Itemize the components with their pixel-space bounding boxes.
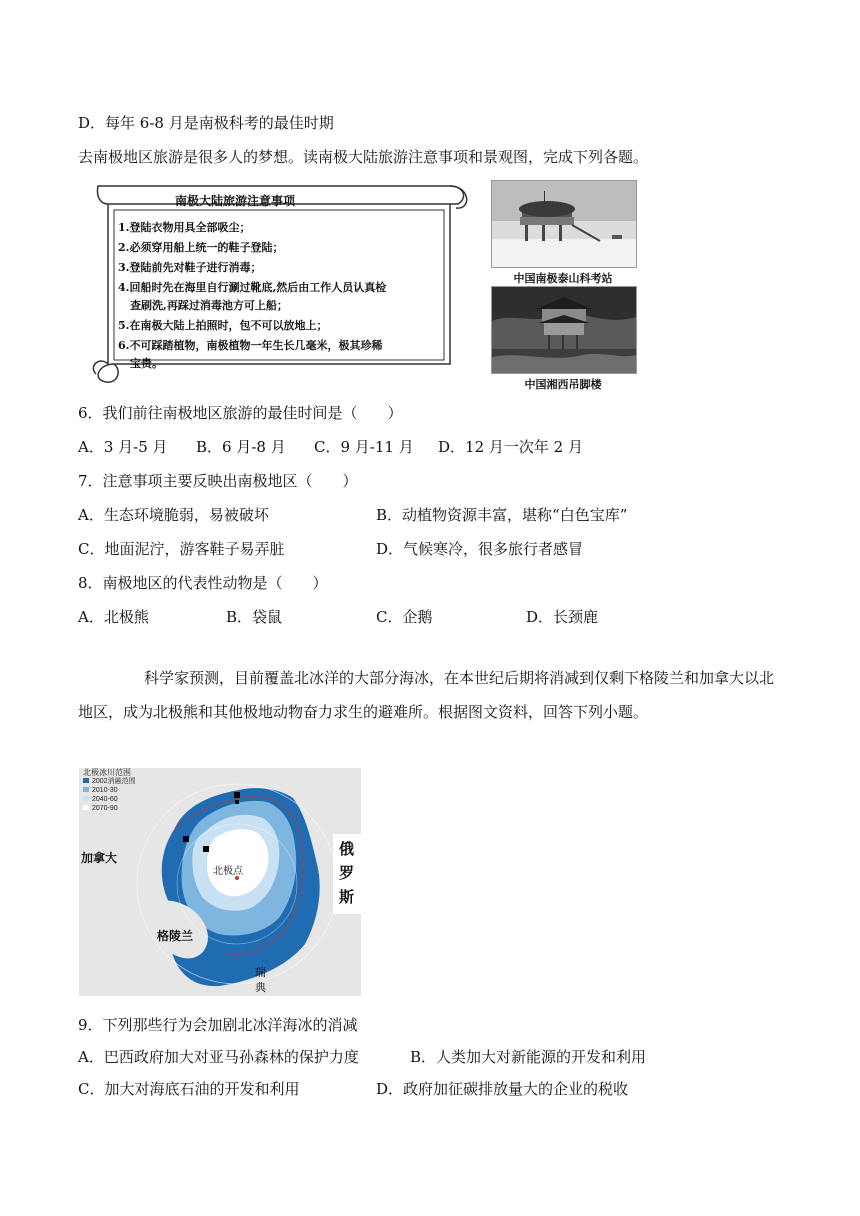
label-sweden: 瑞 xyxy=(255,967,266,979)
notice-rule: 6.不可踩踏植物，南极植物一年生长几毫米，极其珍稀 xyxy=(118,339,383,352)
question-7-stem: 7．注意事项主要反映出南极地区（ ） xyxy=(78,472,358,490)
legend-item: 2070-90 xyxy=(92,805,118,812)
legend-title: 北极冰川范围 xyxy=(83,768,131,777)
label-greenland: 格陵兰 xyxy=(157,929,194,943)
question-9-option-d: D．政府加征碳排放量大的企业的税收 xyxy=(376,1080,629,1098)
question-6-option-d: D．12 月一次年 2 月 xyxy=(438,438,583,456)
notice-rule: 5.在南极大陆上拍照时，包不可以放地上； xyxy=(118,319,328,332)
question-9-option-c: C．加大对海底石油的开发和利用 xyxy=(78,1080,300,1098)
section-intro: 去南极地区旅游是很多人的梦想。读南极大陆旅游注意事项和景观图，完成下列各题。 xyxy=(78,148,649,166)
passage-text: 科学家预测，目前覆盖北冰洋的大部分海冰，在本世纪后期将消减到仅剩下格陵兰和加拿大以北地区，成为北极熊和其他极地动物奋力求生的避难所。根据图文资料，回答下列小题。 xyxy=(78,669,775,721)
question-9-stem: 9．下列那些行为会加剧北冰洋海冰的消减 xyxy=(78,1016,358,1034)
house-caption: 中国湘西吊脚楼 xyxy=(524,378,602,391)
question-8-option-c: C．企鹅 xyxy=(376,608,433,626)
notice-title: 南极大陆旅游注意事项 xyxy=(174,194,295,208)
legend-item: 2010-30 xyxy=(92,787,118,794)
stilt-house-photo xyxy=(491,286,637,374)
label-north-pole: 北极点 xyxy=(213,866,243,877)
question-9-option-b: B．人类加大对新能源的开发和利用 xyxy=(410,1048,647,1066)
label-sweden: 典 xyxy=(255,982,266,994)
label-russia: 斯 xyxy=(339,889,355,906)
option-d-previous: D．每年 6-8 月是南极科考的最佳时期 xyxy=(78,114,334,132)
question-7-option-b: B．动植物资源丰富，堪称“白色宝库” xyxy=(376,506,628,524)
notice-rule: 3.登陆前先对鞋子进行消毒； xyxy=(118,261,262,274)
legend-item: 2002消融范围 xyxy=(92,778,136,785)
question-6-option-b: B．6 月-8 月 xyxy=(196,438,286,456)
label-russia: 罗 xyxy=(339,865,355,882)
legend-item: 2040-60 xyxy=(92,796,118,803)
notice-rule: 1.登陆衣物用具全部吸尘； xyxy=(118,221,251,234)
question-7-option-a: A．生态环境脆弱，易被破坏 xyxy=(78,506,269,524)
notice-rule: 宝贵。 xyxy=(130,357,163,370)
label-canada: 加拿大 xyxy=(81,851,118,865)
question-6-option-c: C．9 月-11 月 xyxy=(314,438,414,456)
notice-rule: 4.回船时先在海里自行涮过靴底,然后由工作人员认真检 xyxy=(118,281,387,294)
notice-rule: 2.必须穿用船上统一的鞋子登陆； xyxy=(118,241,284,254)
question-6-stem: 6．我们前往南极地区旅游的最佳时间是（ ） xyxy=(78,404,403,422)
question-7-option-c: C．地面泥泞，游客鞋子易弄脏 xyxy=(78,540,285,558)
question-8-option-a: A．北极熊 xyxy=(78,608,149,626)
question-8-stem: 8．南极地区的代表性动物是（ ） xyxy=(78,574,328,592)
arctic-ice-map xyxy=(79,768,361,996)
question-8-option-d: D．长颈鹿 xyxy=(526,608,599,626)
question-8-option-b: B．袋鼠 xyxy=(226,608,283,626)
taishan-station-photo xyxy=(491,180,637,268)
notice-rule: 查刷洗,再踩过消毒池方可上船； xyxy=(130,299,288,312)
question-6-option-a: A．3 月-5 月 xyxy=(78,438,168,456)
station-caption: 中国南极泰山科考站 xyxy=(513,272,613,285)
question-7-option-d: D．气候寒冷，很多旅行者感冒 xyxy=(376,540,584,558)
label-russia: 俄 xyxy=(339,841,355,858)
question-9-option-a: A．巴西政府加大对亚马孙森林的保护力度 xyxy=(78,1048,359,1066)
